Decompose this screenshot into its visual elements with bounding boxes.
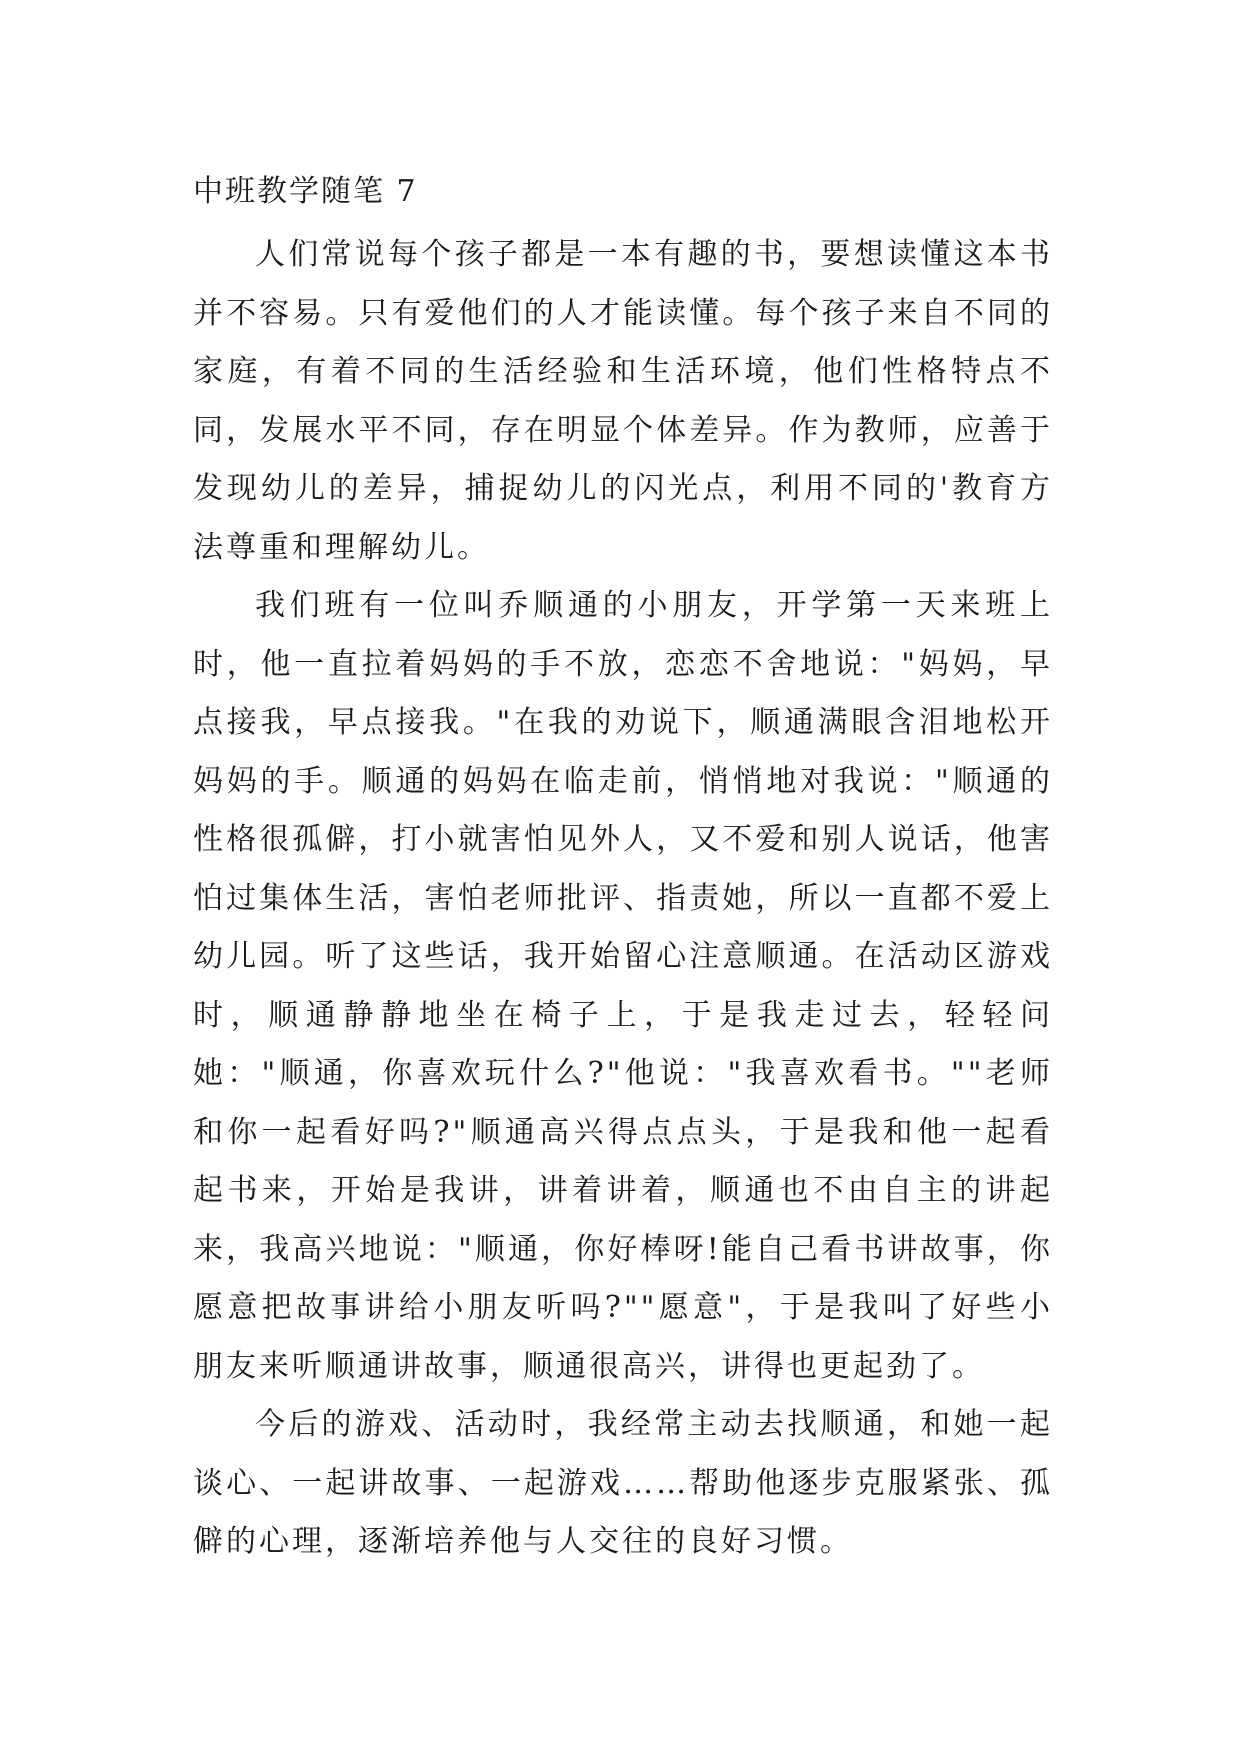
document-page <box>193 162 1053 1572</box>
document-title: 中班教学随笔 7 <box>193 174 418 209</box>
paragraph-1: 人们常说每个孩子都是一本有趣的书，要想读懂这本书并不容易。只有爱他们的人才能读懂。每个孩子来自不同的家庭，有着不同的生活经验和生活环境，他们性格特点不同，发展水平不同，存在明显个体差异。作为教师，应善于发现幼儿的差异，捕捉幼儿的闪光点，利用不同的'教育方法尊重和理解幼儿。 <box>193 237 1053 565</box>
paragraph-3: 今后的游戏、活动时，我经常主动去找顺通，和她一起谈心、一起讲故事、一起游戏……帮助他逐步克服紧张、孤僻的心理，逐渐培养他与人交往的良好习惯。 <box>193 1407 1053 1559</box>
paragraph-2: 我们班有一位叫乔顺通的小朋友，开学第一天来班上时，他一直拉着妈妈的手不放，恋恋不舍地说："妈妈，早点接我，早点接我。"在我的劝说下，顺通满眼含泪地松开妈妈的手。顺通的妈妈在临走前，悄悄地对我说："顺通的性格很孤僻，打小就害怕见外人，又不爱和别人说话，他害怕过集体生活，害怕老师批评、指责她，所以一直都不爱上幼儿园。听了这些话，我开始留心注意顺通。在活动区游戏时，顺通静静地坐在椅子上，于是我走过去，轻轻问她："顺通，你喜欢玩什么?"他说："我喜欢看书。""老师和你一起看好吗?"顺通高兴得点点头，于是我和他一起看起书来，开始是我讲，讲着讲着，顺通也不由自主的讲起来，我高兴地说："顺通，你好棒呀!能自己看书讲故事，你愿意把故事讲给小朋友听吗?""愿意"，于是我叫了好些小朋友来听顺通讲故事，顺通很高兴，讲得也更起劲了。 <box>193 588 1053 1384</box>
